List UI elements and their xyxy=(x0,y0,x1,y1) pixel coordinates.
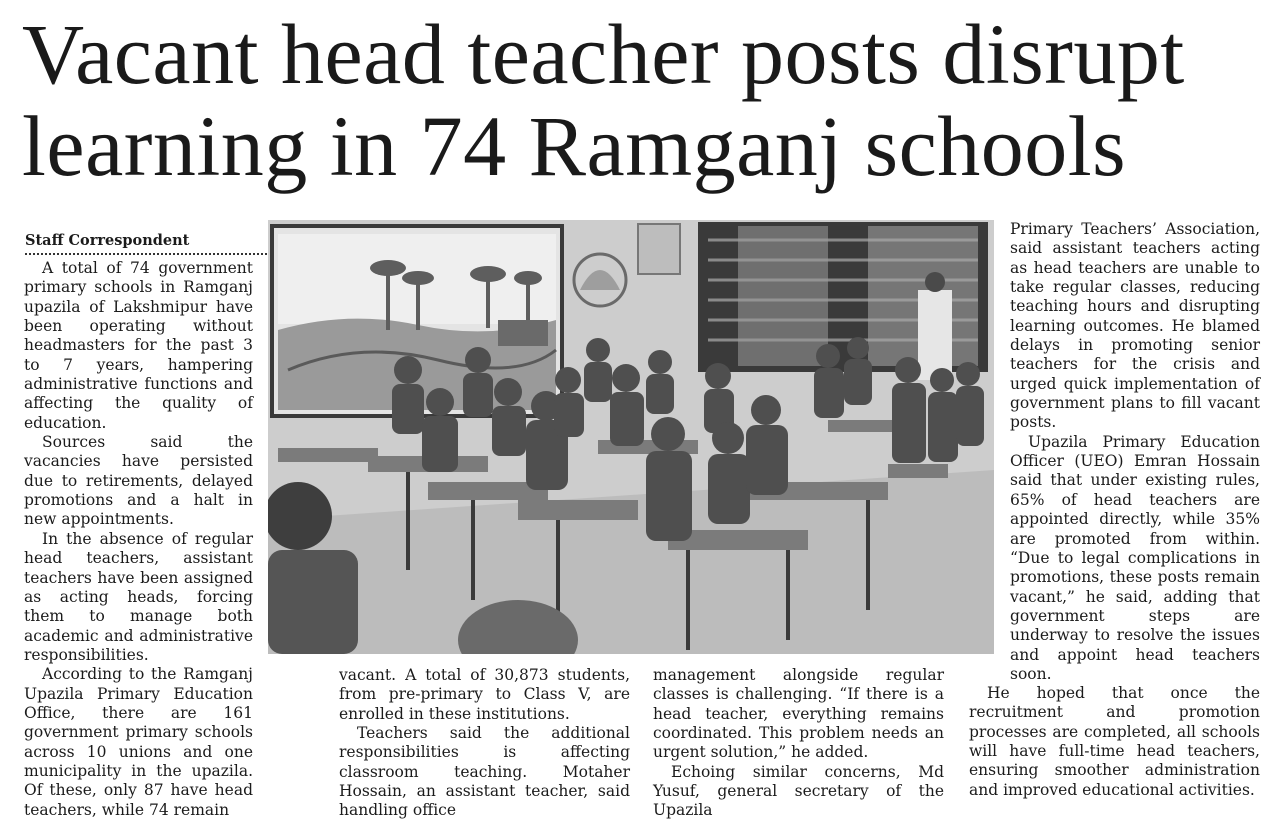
paragraph: Teachers said the additional responsibilities is affecting classroom teaching. Motaher Hossain, an assistant teacher, said handling office xyxy=(339,724,630,820)
paragraph: Upazila Primary Education Officer (UEO) Emran Hossain said that under existing rules, 65% of head teachers are appointed directly, while 35% are promoted from within. “Due to legal complications in promotions, these posts remain vacant,” he said, adding that government steps are underway to resolve the issues and appoint head teachers soon. xyxy=(1010,432,1260,683)
paragraph: He hoped that once the recruitment and promotion processes are completed, all schools will have full-time head teachers, ensuring smoother administration and improved educational activities. xyxy=(969,684,1260,799)
classroom-photo xyxy=(268,220,994,654)
paragraph: According to the Ramganj Upazila Primary Education Office, there are 161 government primary schools across 10 unions and one municipality in the upazila. Of these, only 87 have head teachers, while 74 remain xyxy=(24,665,253,819)
paragraph: In the absence of regular head teachers, assistant teachers have been assigned as acting heads, forcing them to manage both academic and administrative responsibilities. xyxy=(24,529,253,664)
article-column-1 xyxy=(24,259,253,820)
paragraph: A total of 74 government primary schools in Ramganj upazila of Lakshmipur have been operating without headmasters for the past 3 to 7 years, hampering administrative functions and affecting the quality of education. xyxy=(24,259,253,432)
paragraph: management alongside regular classes is challenging. “If there is a head teacher, everything remains coordinated. This problem needs an urgent solution,” he added. xyxy=(653,666,944,762)
paragraph: Echoing similar concerns, Md Yusuf, general secretary of the Upazila xyxy=(653,762,944,820)
paragraph: Primary Teachers’ Association, said assistant teachers acting as head teachers are unable to take regular classes, reducing teaching hours and disrupting learning outcomes. He blamed delays in promoting senior teachers for the crisis and urged quick implementation of government plans to fill vacant posts. xyxy=(1010,220,1260,432)
article-column-2 xyxy=(339,666,630,821)
paragraph: vacant. A total of 30,873 students, from pre-primary to Class V, are enrolled in these institutions. xyxy=(339,666,630,723)
article-column-4-top xyxy=(1010,220,1260,684)
byline: Staff Correspondent xyxy=(25,231,267,255)
article-column-3 xyxy=(653,666,944,821)
article-column-4-bottom xyxy=(969,684,1260,800)
paragraph: Sources said the vacancies have persisted due to retirements, delayed promotions and a halt in new appointments. xyxy=(24,433,253,529)
headline: Vacant head teacher posts disrupt learning in 74 Ramganj schools xyxy=(22,6,1185,194)
